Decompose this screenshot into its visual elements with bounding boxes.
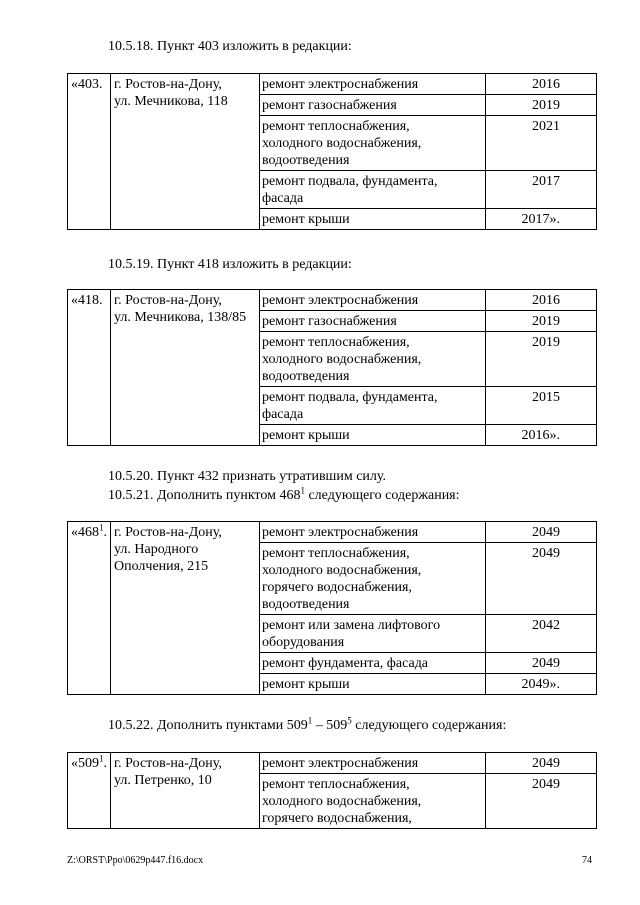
work-type-cell [260, 171, 486, 209]
work-type-line: ремонт электроснабжения [262, 756, 419, 771]
work-type-line: ремонт электроснабжения [262, 293, 419, 308]
paragraph-text: следующего содержания: [304, 488, 460, 503]
paragraph-10-5-18: 10.5.18. Пункт 403 изложить в редакции: [108, 39, 352, 54]
work-type-line: фасада [262, 407, 304, 422]
year-cell: 2019 [486, 311, 597, 332]
item-number-cell [68, 74, 111, 230]
footer-page-number: 74 [582, 855, 592, 866]
paragraph-10-5-19: 10.5.19. Пункт 418 изложить в редакции: [108, 257, 352, 272]
address-line: Ополчения, 215 [114, 559, 209, 574]
paragraph-10-5-21 [108, 487, 460, 505]
address-line: ул. Мечникова, 118 [114, 94, 228, 109]
work-type-cell [260, 209, 486, 230]
work-type-line: горячего водоснабжения, [262, 580, 412, 595]
work-type-cell [260, 774, 486, 829]
item-number: «403. [71, 77, 103, 92]
year-cell: 2019 [486, 95, 597, 116]
work-type-cell [260, 290, 486, 311]
footer-file-path: Z:\ORST\Ppo\0629p447.f16.docx [67, 855, 204, 866]
table-item-468-1 [67, 521, 597, 695]
item-number-cell [68, 522, 111, 695]
work-type-line: оборудования [262, 635, 345, 650]
address-cell [111, 522, 260, 695]
year-cell: 2049 [486, 753, 597, 774]
year-cell: 2042 [486, 615, 597, 653]
table-row [68, 74, 597, 95]
work-type-line: холодного водоснабжения, [262, 136, 422, 151]
superscript: 1 [300, 485, 305, 496]
paragraph-10-5-22 [108, 717, 506, 735]
year-cell: 2017». [486, 209, 597, 230]
item-number-cell [68, 290, 111, 446]
work-type-cell [260, 753, 486, 774]
work-type-line: ремонт подвала, фундамента, [262, 390, 438, 405]
address-cell [111, 753, 260, 829]
table-body [68, 74, 597, 230]
work-type-cell [260, 615, 486, 653]
work-type-line: ремонт теплоснабжения, [262, 777, 410, 792]
work-type-line: ремонт газоснабжения [262, 314, 397, 329]
work-type-line: холодного водоснабжения, [262, 563, 422, 578]
item-number-cell [68, 753, 111, 829]
work-type-line: фасада [262, 191, 304, 206]
table-item-418 [67, 289, 597, 446]
item-number-superscript: 1 [99, 522, 104, 533]
item-number: «468 [71, 525, 99, 540]
item-number-superscript: 1 [99, 753, 104, 764]
work-type-line: ремонт газоснабжения [262, 98, 397, 113]
paragraph-text: 10.5.22. Дополнить пунктами 509 [108, 718, 308, 733]
item-number-tail: . [103, 525, 107, 540]
work-type-cell [260, 95, 486, 116]
year-cell: 2015 [486, 387, 597, 425]
address-cell [111, 74, 260, 230]
paragraph-text: следующего содержания: [351, 718, 507, 733]
table-item-403 [67, 73, 597, 230]
address-line: г. Ростов-на-Дону, [114, 525, 222, 540]
work-type-line: ремонт теплоснабжения, [262, 335, 410, 350]
work-type-line: ремонт подвала, фундамента, [262, 174, 438, 189]
table-item-509-1 [67, 752, 597, 829]
address-cell [111, 290, 260, 446]
address-line: ул. Народного [114, 542, 199, 557]
work-type-cell [260, 116, 486, 171]
work-type-line: водоотведения [262, 597, 350, 612]
year-cell: 2049 [486, 543, 597, 615]
work-type-line: ремонт крыши [262, 212, 350, 227]
superscript: 5 [347, 715, 352, 726]
superscript: 1 [307, 715, 313, 726]
address-line: г. Ростов-на-Дону, [114, 756, 222, 771]
year-cell: 2049 [486, 653, 597, 674]
work-type-line: ремонт крыши [262, 677, 350, 692]
work-type-line: холодного водоснабжения, [262, 352, 422, 367]
work-type-line: ремонт крыши [262, 428, 350, 443]
work-type-line: водоотведения [262, 369, 350, 384]
work-type-line: водоотведения [262, 153, 350, 168]
work-type-line: ремонт или замена лифтового [262, 618, 441, 633]
year-cell: 2016 [486, 290, 597, 311]
item-number-tail: . [103, 756, 107, 771]
year-cell: 2019 [486, 332, 597, 387]
work-type-cell [260, 425, 486, 446]
paragraph-10-5-20: 10.5.20. Пункт 432 признать утратившим силу. [108, 469, 386, 484]
work-type-line: ремонт теплоснабжения, [262, 546, 410, 561]
item-number: «418. [71, 293, 103, 308]
year-cell: 2049 [486, 774, 597, 829]
year-cell: 2017 [486, 171, 597, 209]
address-line: ул. Петренко, 10 [114, 773, 212, 788]
work-type-cell [260, 387, 486, 425]
work-type-line: ремонт фундамента, фасада [262, 656, 429, 671]
table-body [68, 522, 597, 695]
year-cell: 2016 [486, 74, 597, 95]
work-type-cell [260, 522, 486, 543]
item-number: «509 [71, 756, 99, 771]
year-cell: 2016». [486, 425, 597, 446]
year-cell: 2049 [486, 522, 597, 543]
year-cell: 2021 [486, 116, 597, 171]
work-type-cell [260, 653, 486, 674]
address-line: ул. Мечникова, 138/85 [114, 310, 247, 325]
address-line: г. Ростов-на-Дону, [114, 293, 222, 308]
table-row [68, 290, 597, 311]
work-type-cell [260, 543, 486, 615]
paragraph-text: – 509 [312, 718, 348, 733]
work-type-cell [260, 332, 486, 387]
table-row [68, 753, 597, 774]
work-type-line: горячего водоснабжения, [262, 811, 412, 826]
paragraph-text: 10.5.21. Дополнить пунктом 468 [108, 488, 301, 503]
work-type-line: холодного водоснабжения, [262, 794, 422, 809]
work-type-cell [260, 74, 486, 95]
table-row [68, 522, 597, 543]
year-cell: 2049». [486, 674, 597, 695]
table-body [68, 753, 597, 829]
work-type-cell [260, 311, 486, 332]
work-type-line: ремонт теплоснабжения, [262, 119, 410, 134]
table-body [68, 290, 597, 446]
work-type-line: ремонт электроснабжения [262, 77, 419, 92]
address-line: г. Ростов-на-Дону, [114, 77, 222, 92]
work-type-line: ремонт электроснабжения [262, 525, 419, 540]
work-type-cell [260, 674, 486, 695]
